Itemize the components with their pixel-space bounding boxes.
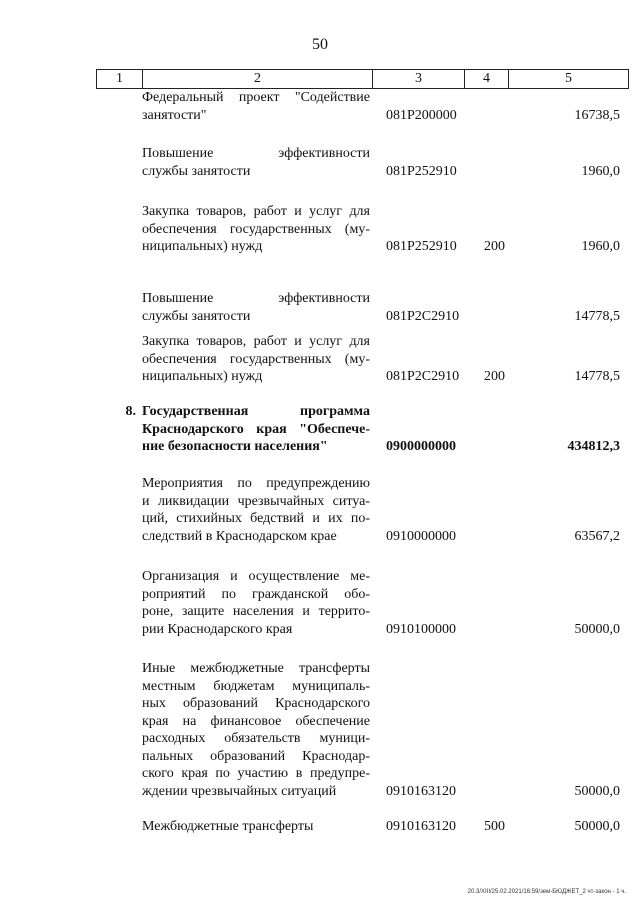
row-amount: 434812,3 (567, 439, 620, 454)
row-name (142, 203, 370, 256)
row-amount: 14778,5 (574, 369, 620, 384)
row-name-line: обеспечения государственных (му- (142, 221, 370, 237)
column-header-5: 5 (509, 70, 629, 89)
row-name-line: Государственная программа (142, 404, 370, 419)
row-amount: 14778,5 (574, 308, 620, 324)
row-amount: 1960,0 (581, 163, 620, 179)
row-name-line: ных образований Краснодарского (142, 696, 370, 711)
row-name (142, 660, 370, 800)
row-amount: 63567,2 (574, 528, 620, 544)
row-name-line: Повышение эффективности (142, 146, 370, 161)
row-name (142, 89, 370, 124)
row-name (142, 568, 370, 638)
row-name-line: и ликвидации чрезвычайных ситуа- (142, 493, 370, 509)
row-name-line: рии Краснодарского края (142, 621, 293, 637)
row-target-code: 0910000000 (386, 528, 456, 544)
row-name-line: обеспечения государственных (му- (142, 351, 370, 367)
column-header-1: 1 (97, 70, 143, 89)
row-name-line: местным бюджетам муниципаль- (142, 678, 370, 694)
row-name-line: Мероприятия по предупреждению (142, 476, 370, 491)
row-name-line: следствий в Краснодарском крае (142, 528, 337, 544)
row-name-line: ниципальных) нужд (142, 369, 263, 384)
row-target-code: 081P200000 (386, 107, 457, 123)
row-name-line: Федеральный проект "Содействие (142, 90, 370, 105)
row-name-line: Закупка товаров, работ и услуг для (142, 204, 370, 219)
row-name-line: Повышение эффективности (142, 291, 370, 306)
row-name-line: расходных обязательств муници- (142, 731, 370, 746)
row-target-code: 0910163120 (386, 819, 456, 834)
row-amount: 16738,5 (574, 107, 620, 123)
row-name-line: роне, защите населения и террито- (142, 604, 370, 619)
row-amount: 1960,0 (581, 239, 620, 254)
row-amount: 50000,0 (574, 621, 620, 637)
row-name (142, 403, 370, 456)
row-name-line: ждении чрезвычайных ситуаций (142, 783, 337, 799)
row-target-code: 0900000000 (386, 439, 456, 454)
row-target-code: 081P252910 (386, 163, 457, 179)
row-amount: 50000,0 (574, 783, 620, 799)
row-amount: 50000,0 (574, 819, 620, 834)
row-name-line: ций, стихийных бедствий и их по- (142, 511, 370, 526)
row-target-code: 081P2C2910 (386, 369, 460, 384)
column-header-3: 3 (373, 70, 465, 89)
row-name-line: Иные межбюджетные трансферты (142, 661, 370, 676)
row-name (142, 145, 370, 180)
row-name-line: службы занятости (142, 308, 251, 324)
row-name-line: занятости" (142, 107, 207, 123)
row-name-line: Краснодарского края "Обеспече- (142, 421, 370, 437)
row-name-line: роприятий по гражданской обо- (142, 586, 370, 602)
row-name-line: службы занятости (142, 163, 251, 179)
row-expense-type: 500 (484, 819, 505, 834)
row-name-line: ние безопасности населения" (142, 439, 328, 454)
row-name-line: Закупка товаров, работ и услуг для (142, 334, 370, 349)
row-expense-type: 200 (484, 369, 505, 384)
page-number: 50 (312, 36, 328, 53)
row-name-line: ского края по участию в предупре- (142, 766, 370, 781)
footer-stamp: 20.3/XIII/25.02.2021/16:59/зем-БЮДЖЕТ_2 чт-закон - 1 ч. (467, 889, 626, 895)
row-expense-type: 200 (484, 239, 505, 254)
column-header-table (96, 69, 629, 89)
row-name-line: края на финансовое обеспечение (142, 713, 370, 729)
row-target-code: 0910100000 (386, 621, 456, 637)
row-name (142, 333, 370, 386)
row-name-line: ниципальных) нужд (142, 239, 263, 254)
row-target-code: 0910163120 (386, 783, 456, 799)
row-number: 8. (125, 404, 136, 419)
row-target-code: 081P2C2910 (386, 308, 460, 324)
row-target-code: 081P252910 (386, 239, 457, 254)
row-name-line: пальных образований Краснодар- (142, 748, 370, 764)
row-name-line: Организация и осуществление ме- (142, 569, 370, 584)
column-header-4: 4 (465, 70, 509, 89)
row-name (142, 475, 370, 545)
row-name (142, 290, 370, 325)
column-header-2: 2 (143, 70, 373, 89)
row-name (142, 818, 370, 836)
row-name-line: Межбюджетные трансферты (142, 819, 314, 834)
